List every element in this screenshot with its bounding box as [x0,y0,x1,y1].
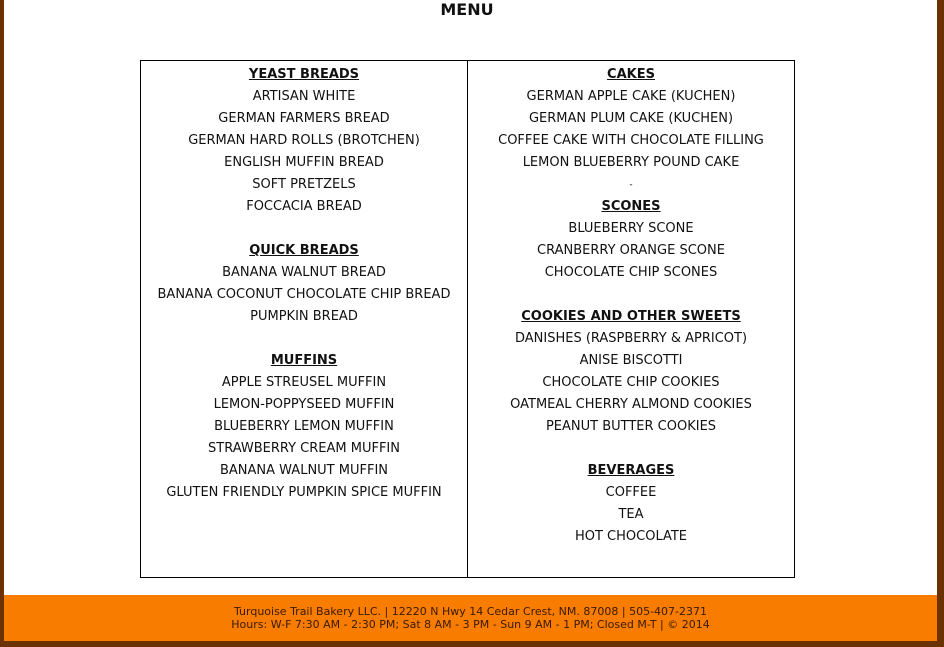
menu-item: COFFEE CAKE WITH CHOCOLATE FILLING [498,133,764,148]
page-border-right [937,0,944,647]
section-heading: QUICK BREADS [249,243,359,258]
menu-item: BANANA WALNUT MUFFIN [219,463,389,478]
menu-item: DANISHES (RASPBERRY & APRICOT) [514,331,748,346]
menu-item: APPLE STREUSEL MUFFIN [221,375,387,390]
separator-dash: - [629,180,633,190]
menu-item: GERMAN FARMERS BREAD [218,111,390,126]
section-heading: MUFFINS [270,353,338,368]
menu-column-right [467,61,794,577]
menu-item: SOFT PRETZELS [252,177,356,192]
footer [4,595,937,641]
spacer [468,438,794,460]
menu-item: GLUTEN FRIENDLY PUMPKIN SPICE MUFFIN [166,485,442,500]
section-heading: SCONES [601,199,661,214]
menu-item: FOCCACIA BREAD [246,199,362,214]
menu-item: STRAWBERRY CREAM MUFFIN [208,441,400,456]
page-title: MENU [440,0,494,19]
menu-item: GERMAN HARD ROLLS (BROTCHEN) [188,133,420,148]
footer-border [0,641,944,647]
footer-address: Turquoise Trail Bakery LLC. | 12220 N Hwy 14 Cedar Crest, NM. 87008 | 505-407-2371 [233,605,708,618]
menu-item: HOT CHOCOLATE [574,529,688,544]
menu-item: PEANUT BUTTER COOKIES [545,419,717,434]
menu-item: TEA [618,507,644,522]
menu-item: PUMPKIN BREAD [250,309,358,324]
menu-table [140,60,795,578]
spacer [468,284,794,306]
menu-item: BLUEBERRY SCONE [568,221,694,236]
menu-item: CHOCOLATE CHIP SCONES [544,265,718,280]
menu-item: COFFEE [605,485,657,500]
menu-item: LEMON-POPPYSEED MUFFIN [213,397,395,412]
menu-item: ARTISAN WHITE [252,89,356,104]
menu-item: ANISE BISCOTTI [579,353,683,368]
spacer [141,328,467,350]
menu-item: OATMEAL CHERRY ALMOND COOKIES [510,397,752,412]
menu-item: BANANA COCONUT CHOCOLATE CHIP BREAD [157,287,451,302]
section-heading: BEVERAGES [587,463,675,478]
menu-item: GERMAN APPLE CAKE (KUCHEN) [526,89,736,104]
menu-item: BLUEBERRY LEMON MUFFIN [214,419,394,434]
section-heading: YEAST BREADS [248,67,360,82]
menu-item: BANANA WALNUT BREAD [222,265,386,280]
menu-item: GERMAN PLUM CAKE (KUCHEN) [528,111,734,126]
menu-item: CRANBERRY ORANGE SCONE [537,243,725,258]
section-heading: COOKIES AND OTHER SWEETS [521,309,741,324]
page-border-left [0,0,4,647]
menu-item: LEMON BLUEBERRY POUND CAKE [522,155,740,170]
menu-column-left [141,61,467,577]
spacer [141,218,467,240]
menu-item: ENGLISH MUFFIN BREAD [224,155,384,170]
menu-item: CHOCOLATE CHIP COOKIES [542,375,720,390]
footer-hours: Hours: W-F 7:30 AM - 2:30 PM; Sat 8 AM - 3 PM - Sun 9 AM - 1 PM; Closed M-T | © 2014 [231,618,710,631]
section-heading: CAKES [607,67,655,82]
